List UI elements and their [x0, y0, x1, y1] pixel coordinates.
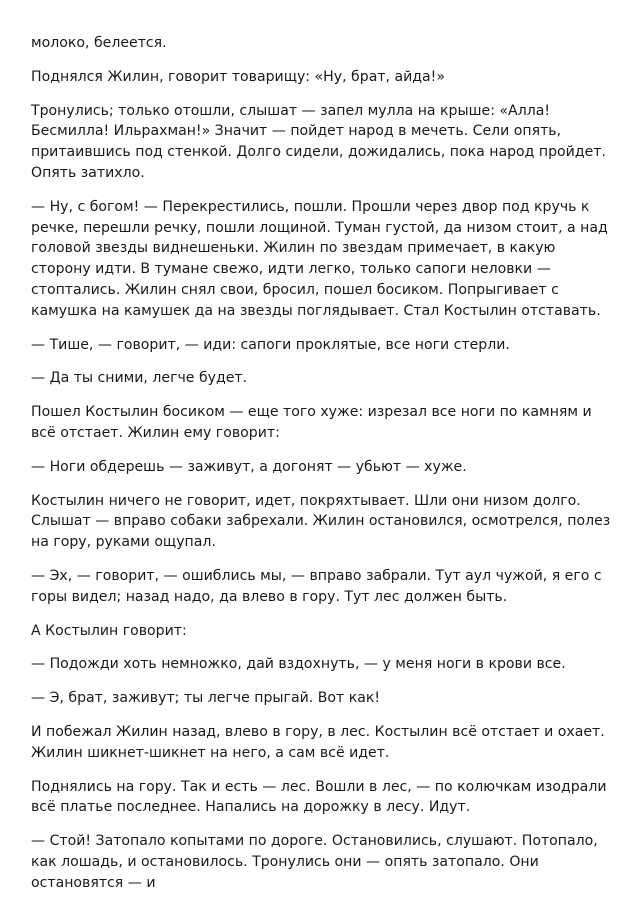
paragraph: Поднялись на гору. Так и есть — лес. Вошли в лес, — по колючкам изодрали всё платье последнее. Напались на дорожку в лесу. Идут. [31, 778, 607, 816]
paragraph: Тронулись; только отошли, слышат — запел мулла на крыше: «Алла! Бесмилла! Ильрахман!» Значит — пойдет народ в мечеть. Сели опять, притаившись под стенкой. Долго сидели, дожидались, пока народ пройдет. Опять затихло. [31, 102, 606, 181]
paragraph: — Стой! Затопало копытами по дороге. Остановились, слушают. Потопало, как лошадь, и остановилось. Тронулись они — опять затопало. Они остановятся — и [31, 833, 598, 891]
paragraph: Костылин ничего не говорит, идет, покряхтывает. Шли они низом долго. Слышат — вправо собаки забрехали. Жилин остановился, осмотрелся, полез на гору, руками ощупал. [31, 492, 611, 551]
paragraph: молоко, белеется. [31, 35, 167, 51]
paragraph: — Тише, — говорит, — иди: сапоги проклятые, все ноги стерли. [31, 336, 510, 353]
paragraph: — Э, брат, заживут; ты легче прыгай. Вот как! [31, 690, 381, 707]
paragraph: А Костылин говорит: [31, 622, 187, 639]
paragraph: — Эх, — говорит, — ошиблись мы, — вправо забрали. Тут аул чужой, я его с горы видел; назад надо, да влево в гору. Тут лес должен быть. [31, 567, 602, 605]
paragraph: — Ну, с богом! — Перекрестились, пошли. Прошли через двор под кручь к речке, перешли речку, пошли лощиной. Туман густой, да низом стоит, а над головой звезды виднешеньки. Жилин по звездам примечает, в какую сторону идти. В тумане свежо, идти легко, только сапоги неловки — стоптались. Жилин снял свои, бросил, пошел босиком. Попрыгивает с камушка на камушек да на звезды поглядывает. Стал Костылин отставать. [31, 198, 608, 319]
paragraph: — Ноги обдерешь — заживут, а догонят — убьют — хуже. [31, 458, 467, 475]
paragraph: И побежал Жилин назад, влево в гору, в лес. Костылин всё отстает и охает. Жилин шикнет-шикнет на него, а сам всё идет. [31, 723, 605, 761]
paragraph: — Подожди хоть немножко, дай вздохнуть, — у меня ноги в крови все. [31, 656, 566, 673]
paragraph: Пошел Костылин босиком — еще того хуже: изрезал все ноги по камням и всё отстает. Жилин ему говорит: [31, 404, 592, 441]
paragraph: — Да ты сними, легче будет. [31, 370, 248, 387]
paragraph: Поднялся Жилин, говорит товарищу: «Ну, брат, айда!» [31, 68, 445, 85]
document-page [31, 33, 611, 907]
